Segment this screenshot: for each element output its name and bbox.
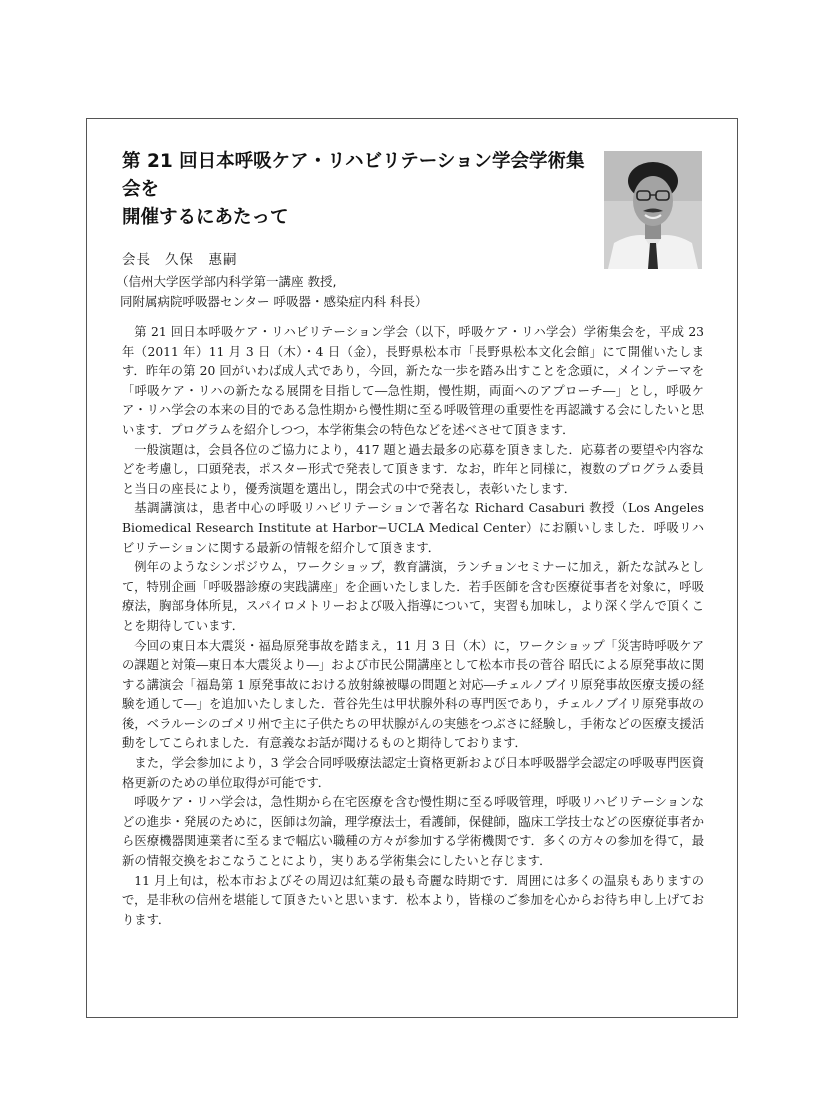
title-line-2: 開催するにあたって (122, 207, 289, 228)
paragraph: 基調講演は，患者中心の呼吸リハビリテーションで著名な Richard Casaburi 教授（Los Angeles Biomedical Research Institute at Harbor−UCLA Medical Center）にお願いしました．呼吸リハビリテーションに関する最新の情報を紹介して頂きます． (122, 501, 704, 555)
title-line-1: 第 21 回日本呼吸ケア・リハビリテーション学会学術集会を (122, 151, 585, 200)
paragraph: 一般演題は，会員各位のご協力により，417 題と過去最多の応募を頂きました．応募者の要望や内容などを考慮し，口頭発表，ポスター形式で発表して頂きます．なお，昨年と同様に，複数のプログラム委員と当日の座長により，優秀演題を選出し，閉会式の中で発表し，表彰いたします． (122, 442, 704, 496)
paragraph: 例年のようなシンポジウム，ワークショップ，教育講演，ランチョンセミナーに加え，新たな試みとして，特別企画「呼吸器診療の実践講座」を企画いたしました．若手医師を含む医療従事者を対象に，呼吸療法，胸部身体所見，スパイロメトリーおよび吸入指導について，実習も加味し，より深く学んで頂くことを期待しています． (122, 560, 704, 633)
paragraph: 第 21 回日本呼吸ケア・リハビリテーション学会（以下，呼吸ケア・リハ学会）学術集会を，平成 23 年（2011 年）11 月 3 日（木）・4 日（金），長野県松本市「長野県松本文化会館」にて開催いたします．昨年の第 20 回がいわば成人式であり，今回，新たな一歩を踏み出すことを念頭に，メインテーマを「呼吸ケア・リハの新たなる展開を目指して―急性期，慢性期，両面へのアプローチ―」とし，呼吸ケア・リハ学会の本来の目的である急性期から慢性期に至る呼吸管理の重要性を再認識する会にしたいと思います．プログラムを紹介しつつ，本学術集会の特色などを述べさせて頂きます． (122, 325, 704, 437)
chairman-name: 久保 惠嗣 (165, 252, 238, 268)
chairman-role: 会長 (122, 252, 151, 268)
affiliation (116, 272, 427, 312)
chairman-portrait (604, 151, 702, 269)
article-title (122, 148, 592, 232)
affiliation-line-1: （信州大学医学部内科学第一講座 教授, (116, 274, 337, 289)
affiliation-line-2: 同附属病院呼吸器センター 呼吸器・感染症内科 科長） (120, 294, 428, 309)
paragraph: 呼吸ケア・リハ学会は，急性期から在宅医療を含む慢性期に至る呼吸管理，呼吸リハビリテーションなどの進歩・発展のために，医師は勿論，理学療法士，看護師，保健師，臨床工学技士などの医療従事者から医療機器関連業者に至るまで幅広い職種の方々が参加する学術機関です．多くの方々の参加を得て，最新の情報交換をおこなうことにより，実りある学術集会にしたいと存じます． (122, 795, 704, 869)
paragraph: また，学会参加により，3 学会合同呼吸療法認定士資格更新および日本呼吸器学会認定の呼吸専門医資格更新のための単位取得が可能です． (122, 756, 704, 790)
portrait-photo (604, 151, 702, 269)
paragraph: 11 月上旬は，松本市およびその周辺は紅葉の最も奇麗な時期です．周囲には多くの温泉もありますので，是非秋の信州を堪能して頂きたいと思います．松本より，皆様のご参加を心からお待ち申し上げております． (122, 873, 704, 927)
article-body (122, 323, 704, 930)
paragraph: 今回の東日本大震災・福島原発事故を踏まえ，11 月 3 日（木）に，ワークショップ「災害時呼吸ケアの課題と対策―東日本大震災より―」および市民公開講座として松本市長の菅谷 昭氏による原発事故に関する講演会「福島第 1 原発事故における放射線被曝の問題と対応―チェルノブイリ原発事故医療支援の経験を通して―」を追加いたしました．菅谷先生は甲状腺外科の専門医であり，チェルノブイリ原発事故の後，ベラルーシのゴメリ州で主に子供たちの甲状腺がんの実態をつぶさに経験し，手術などの医療支援活動をしてこられました．有意義なお話が聞けるものと期待しております． (122, 638, 704, 751)
chairman-line (122, 248, 238, 268)
